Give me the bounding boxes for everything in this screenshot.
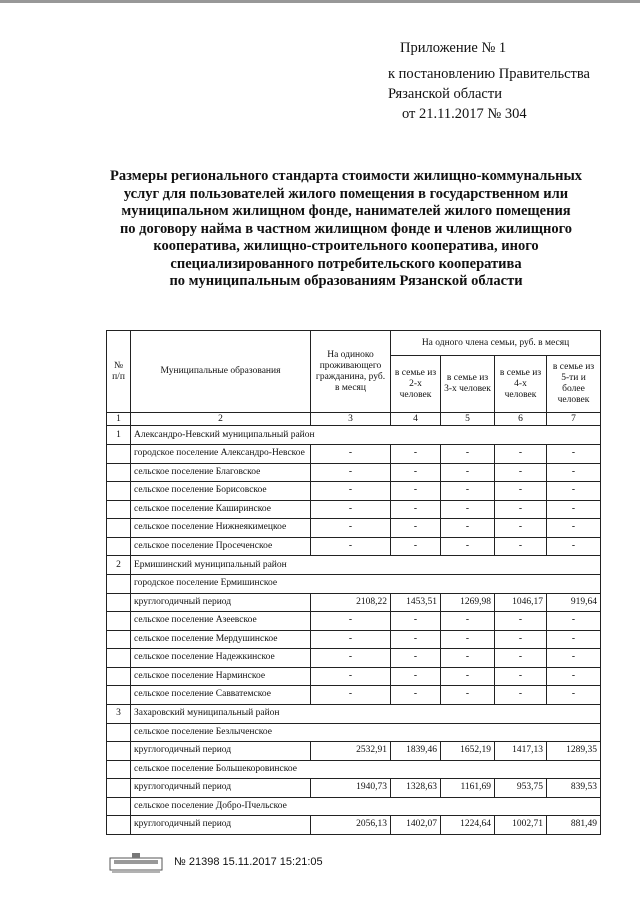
- value-cell: -: [391, 630, 441, 649]
- value-cell: -: [441, 500, 495, 519]
- row-num-cell: [107, 649, 131, 668]
- appendix-line-2: к постановлению Правительства: [388, 66, 590, 82]
- table-row: [107, 519, 601, 538]
- value-cell: -: [441, 612, 495, 631]
- value-cell: -: [391, 445, 441, 464]
- value-cell: -: [311, 519, 391, 538]
- settlement-name: сельское поселение Добро-Пчельское: [131, 797, 601, 816]
- value-cell: -: [495, 482, 547, 501]
- value-cell: 1417,13: [495, 742, 547, 761]
- row-num-cell: [107, 463, 131, 482]
- row-num-cell: [107, 519, 131, 538]
- table-row: [107, 463, 601, 482]
- row-num-cell: [107, 742, 131, 761]
- row-num-cell: [107, 575, 131, 594]
- value-cell: -: [547, 500, 601, 519]
- value-cell: -: [547, 612, 601, 631]
- row-num-cell: [107, 686, 131, 705]
- district-name: Александро-Невский муниципальный район: [131, 426, 601, 445]
- value-cell: 1652,19: [441, 742, 495, 761]
- value-cell: -: [495, 463, 547, 482]
- value-cell: -: [495, 537, 547, 556]
- settlement-name: сельское поселение Азеевское: [131, 612, 311, 631]
- settlement-name: круглогодичный период: [131, 742, 311, 761]
- value-cell: -: [311, 463, 391, 482]
- table-row: [107, 649, 601, 668]
- row-num-cell: [107, 445, 131, 464]
- value-cell: -: [391, 463, 441, 482]
- district-num: 1: [107, 426, 131, 445]
- row-num-cell: [107, 723, 131, 742]
- value-cell: -: [391, 519, 441, 538]
- table-row: [107, 612, 601, 631]
- header-single: На одиноко проживающего гражданина, руб. в месяц: [311, 331, 391, 413]
- value-cell: -: [441, 630, 495, 649]
- scan-top-edge: [0, 0, 640, 3]
- value-cell: 919,64: [547, 593, 601, 612]
- value-cell: -: [391, 500, 441, 519]
- document-title: [86, 168, 606, 291]
- district-row: [107, 704, 601, 723]
- value-cell: -: [311, 445, 391, 464]
- header-municipality: Муниципальные образования: [131, 331, 311, 413]
- table-row: [107, 760, 601, 779]
- settlement-name: круглогодичный период: [131, 593, 311, 612]
- value-cell: -: [547, 482, 601, 501]
- value-cell: -: [441, 667, 495, 686]
- value-cell: -: [441, 463, 495, 482]
- value-cell: -: [311, 500, 391, 519]
- value-cell: -: [547, 686, 601, 705]
- value-cell: -: [391, 667, 441, 686]
- settlement-name: круглогодичный период: [131, 816, 311, 835]
- value-cell: -: [547, 630, 601, 649]
- table-row: [107, 686, 601, 705]
- header-per-member: На одного члена семьи, руб. в месяц: [391, 331, 601, 356]
- table-row: [107, 630, 601, 649]
- value-cell: -: [495, 612, 547, 631]
- value-cell: 953,75: [495, 779, 547, 798]
- table-row: [107, 537, 601, 556]
- value-cell: -: [311, 686, 391, 705]
- column-number: 3: [311, 413, 391, 426]
- district-name: Ермишинский муниципальный район: [131, 556, 601, 575]
- row-num-cell: [107, 500, 131, 519]
- value-cell: 1224,64: [441, 816, 495, 835]
- table-row: [107, 742, 601, 761]
- table-row: [107, 816, 601, 835]
- column-number: 4: [391, 413, 441, 426]
- title-line: по муниципальным образованиям Рязанской области: [169, 273, 523, 289]
- row-num-cell: [107, 816, 131, 835]
- value-cell: 1046,17: [495, 593, 547, 612]
- row-num-cell: [107, 779, 131, 798]
- value-cell: 1161,69: [441, 779, 495, 798]
- column-number: 6: [495, 413, 547, 426]
- table-row: [107, 500, 601, 519]
- value-cell: -: [547, 649, 601, 668]
- value-cell: -: [495, 519, 547, 538]
- column-number: 2: [131, 413, 311, 426]
- settlement-name: сельское поселение Большекоровинское: [131, 760, 601, 779]
- row-num-cell: [107, 537, 131, 556]
- table-row: [107, 779, 601, 798]
- value-cell: -: [441, 519, 495, 538]
- value-cell: -: [311, 537, 391, 556]
- footer: [108, 852, 348, 876]
- table-row: [107, 445, 601, 464]
- value-cell: -: [391, 482, 441, 501]
- value-cell: -: [441, 649, 495, 668]
- value-cell: 1453,51: [391, 593, 441, 612]
- value-cell: -: [311, 630, 391, 649]
- table-row: [107, 667, 601, 686]
- value-cell: 1940,73: [311, 779, 391, 798]
- value-cell: -: [311, 482, 391, 501]
- value-cell: 1289,35: [547, 742, 601, 761]
- value-cell: -: [391, 612, 441, 631]
- row-num-cell: [107, 482, 131, 501]
- value-cell: -: [441, 482, 495, 501]
- value-cell: 2056,13: [311, 816, 391, 835]
- settlement-name: сельское поселение Просеченское: [131, 537, 311, 556]
- appendix-line-1: Приложение № 1: [400, 40, 507, 56]
- value-cell: -: [391, 649, 441, 668]
- district-num: 2: [107, 556, 131, 575]
- header-fam3: в семье из 3-х человек: [441, 356, 495, 413]
- title-line: Размеры регионального стандарта стоимости жилищно-коммунальных: [109, 168, 583, 184]
- column-number: 1: [107, 413, 131, 426]
- value-cell: 1402,07: [391, 816, 441, 835]
- table-row: [107, 797, 601, 816]
- district-num: 3: [107, 704, 131, 723]
- table-row: [107, 575, 601, 594]
- header-fam5: в семье из 5-ти и более человек: [547, 356, 601, 413]
- value-cell: -: [311, 667, 391, 686]
- row-num-cell: [107, 760, 131, 779]
- value-cell: -: [311, 612, 391, 631]
- appendix-line-3: Рязанской области: [388, 86, 502, 102]
- header-fam4: в семье из 4-х человек: [495, 356, 547, 413]
- value-cell: 1269,98: [441, 593, 495, 612]
- column-number: 5: [441, 413, 495, 426]
- value-cell: -: [495, 500, 547, 519]
- value-cell: -: [547, 445, 601, 464]
- value-cell: -: [547, 537, 601, 556]
- settlement-name: сельское поселение Каширинское: [131, 500, 311, 519]
- value-cell: -: [441, 445, 495, 464]
- value-cell: -: [311, 649, 391, 668]
- value-cell: 2532,91: [311, 742, 391, 761]
- title-line: услуг для пользователей жилого помещения в государственном или: [123, 185, 569, 202]
- value-cell: -: [547, 519, 601, 538]
- district-row: [107, 426, 601, 445]
- appendix-block: [388, 38, 628, 124]
- row-num-cell: [107, 630, 131, 649]
- settlement-name: сельское поселение Нижнеякимецкое: [131, 519, 311, 538]
- row-num-cell: [107, 667, 131, 686]
- district-row: [107, 556, 601, 575]
- header-fam2: в семье из 2-х человек: [391, 356, 441, 413]
- settlement-name: городское поселение Ермишинское: [131, 575, 601, 594]
- value-cell: -: [495, 667, 547, 686]
- value-cell: -: [495, 649, 547, 668]
- settlement-name: сельское поселение Борисовское: [131, 482, 311, 501]
- title-line: кооператива, жилищно-строительного кооператива, иного: [153, 238, 539, 254]
- value-cell: 2108,22: [311, 593, 391, 612]
- government-stamp-icon: [108, 852, 164, 874]
- title-line: по договору найма в частном жилищном фонде и членов жилищного: [119, 220, 573, 237]
- value-cell: -: [547, 667, 601, 686]
- value-cell: -: [441, 537, 495, 556]
- settlement-name: сельское поселение Безлыченское: [131, 723, 601, 742]
- value-cell: -: [495, 630, 547, 649]
- value-cell: -: [547, 463, 601, 482]
- appendix-line-4: от 21.11.2017 № 304: [402, 106, 527, 122]
- settlement-name: сельское поселение Нарминское: [131, 667, 311, 686]
- settlement-name: городское поселение Александро-Невское: [131, 445, 311, 464]
- row-num-cell: [107, 593, 131, 612]
- column-number: 7: [547, 413, 601, 426]
- value-cell: -: [391, 686, 441, 705]
- value-cell: -: [441, 686, 495, 705]
- row-num-cell: [107, 797, 131, 816]
- value-cell: 1002,71: [495, 816, 547, 835]
- row-num-cell: [107, 612, 131, 631]
- settlement-name: круглогодичный период: [131, 779, 311, 798]
- table-row: [107, 482, 601, 501]
- value-cell: -: [495, 445, 547, 464]
- registration-number: № 21398 15.11.2017 15:21:05: [174, 856, 323, 868]
- value-cell: 839,53: [547, 779, 601, 798]
- header-num: № п/п: [107, 331, 131, 413]
- settlement-name: сельское поселение Савватемское: [131, 686, 311, 705]
- value-cell: -: [495, 686, 547, 705]
- title-line: специализированного потребительского кооператива: [170, 255, 522, 272]
- table-row: [107, 723, 601, 742]
- district-name: Захаровский муниципальный район: [131, 704, 601, 723]
- settlement-name: сельское поселение Надежкинское: [131, 649, 311, 668]
- settlement-name: сельское поселение Благовское: [131, 463, 311, 482]
- settlement-name: сельское поселение Мердушинское: [131, 630, 311, 649]
- value-cell: -: [391, 537, 441, 556]
- title-line: муниципальном жилищном фонде, нанимателей жилого помещения: [121, 203, 571, 219]
- table-row: [107, 593, 601, 612]
- rates-table: [106, 330, 601, 835]
- value-cell: 1839,46: [391, 742, 441, 761]
- value-cell: 881,49: [547, 816, 601, 835]
- value-cell: 1328,63: [391, 779, 441, 798]
